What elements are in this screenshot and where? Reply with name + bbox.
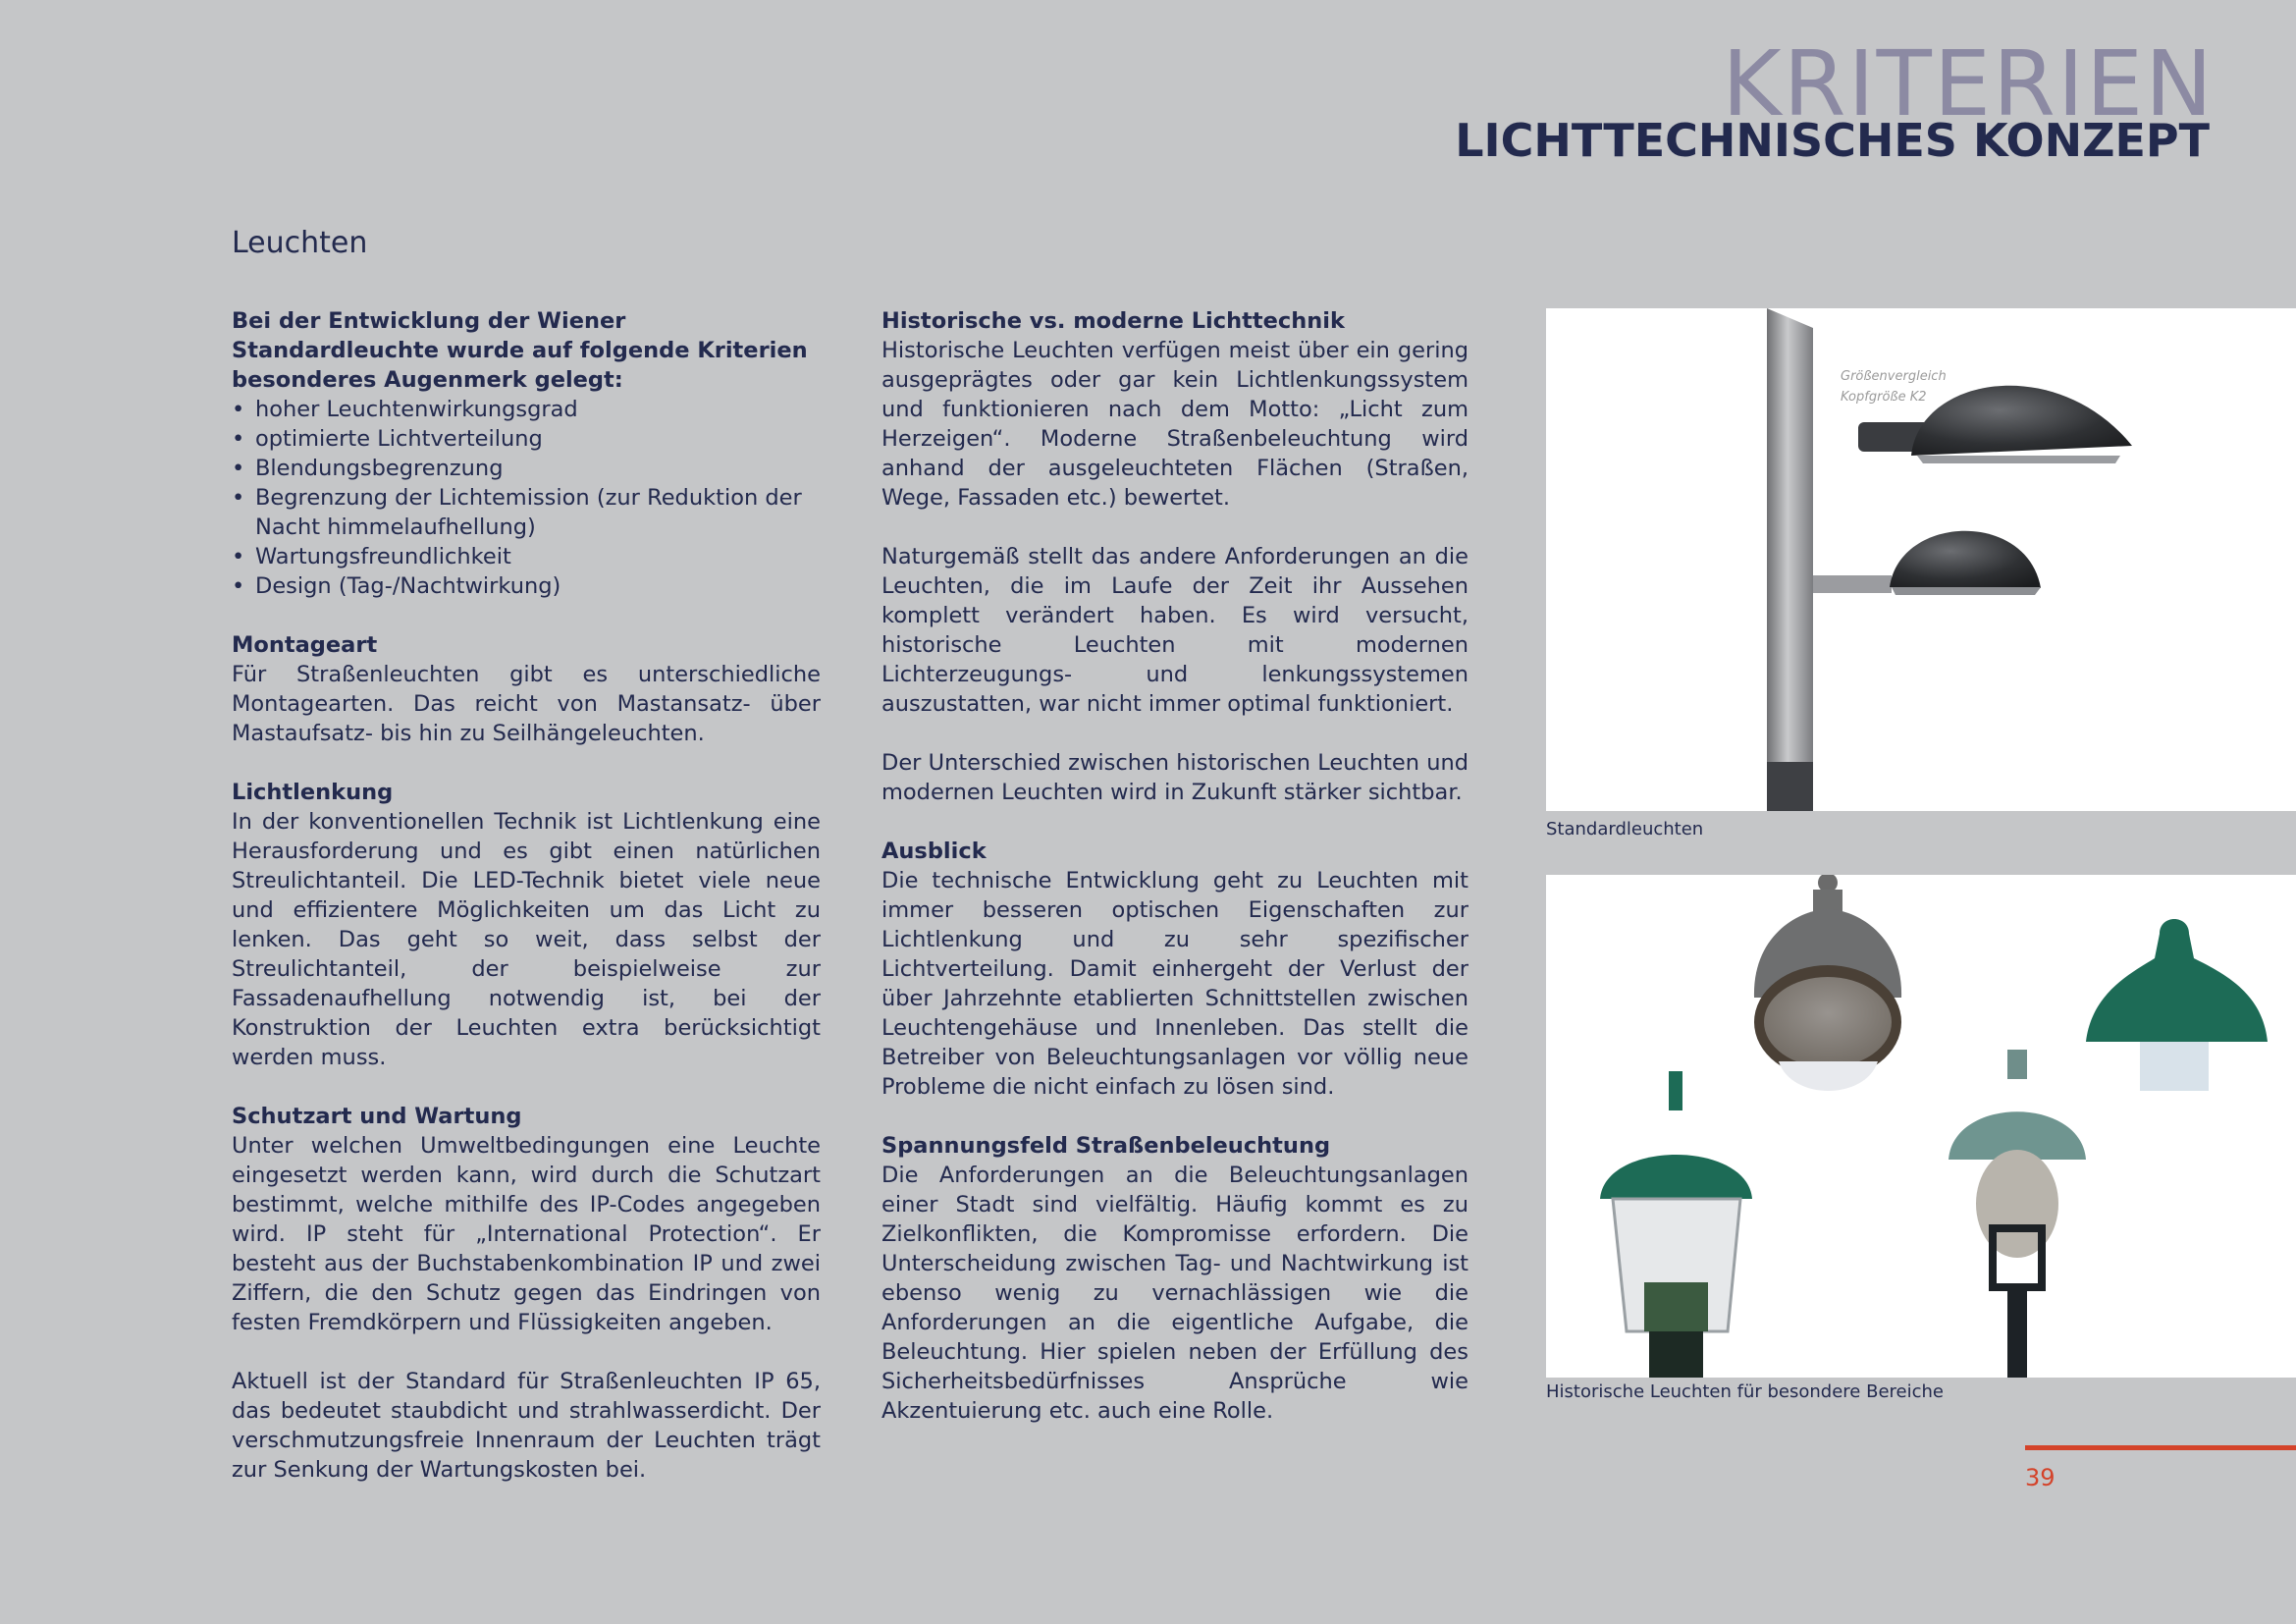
page-number: 39 xyxy=(2025,1464,2056,1491)
list-item: • hoher Leuchtenwirkungsgrad xyxy=(232,395,821,424)
ausblick-heading: Ausblick xyxy=(881,839,987,864)
text-column-left xyxy=(232,306,821,1514)
list-item: • Blendungsbegrenzung xyxy=(232,454,821,483)
header-title: LICHTTECHNISCHES KONZEPT xyxy=(1455,114,2210,167)
criteria-list xyxy=(232,395,821,601)
historisch-paragraph-2: Naturgemäß stellt das andere Anforderungen an die Leuchten, die im Laufe der Zeit ihr Aussehen komplett verändert haben. Es wird versucht, historische Leuchten mit modernen Lichterzeugungs- und lenkungssystemen auszustatten, war nicht immer optimal funktioniert. xyxy=(881,544,1468,717)
schutzart-paragraph: Unter welchen Umweltbedingungen eine Leuchte eingesetzt werden kann, wird durch die Schutzart bestimmt, welche mithilfe des IP-Codes angegeben wird. IP steht für „International Protection“. Er besteht aus der Buchstabenkombination IP und zwei Ziffern, die den Schutz gegen das Eindringen von festen Fremdkörpern und Flüssigkeiten angeben. xyxy=(232,1133,821,1335)
historisch-heading: Historische vs. moderne Lichttechnik xyxy=(881,308,1345,334)
accent-divider xyxy=(2025,1445,2296,1450)
section-title: Leuchten xyxy=(232,226,368,260)
lichtlenkung-heading: Lichtlenkung xyxy=(232,780,394,805)
figure1-caption: Standardleuchten xyxy=(1546,819,1704,839)
intro-heading: Bei der Entwicklung der Wiener Standardleuchte wurde auf folgende Kriterien besonderes Augenmerk gelegt: xyxy=(232,308,808,393)
historisch-paragraph: Historische Leuchten verfügen meist über ein gering ausgeprägtes oder gar kein Lichtlenkungssystem und funktionieren nach dem Motto: „Licht zum Herzeigen“. Moderne Straßenbeleuchtung wird anhand der ausgeleuchteten Flächen (Straßen, Wege, Fassaden etc.) bewertet. xyxy=(881,338,1468,511)
schutzart-heading: Schutzart und Wartung xyxy=(232,1104,522,1129)
figure1-annotation-1: Größenvergleich xyxy=(1841,369,1947,384)
spannungsfeld-paragraph: Die Anforderungen an die Beleuchtungsanlagen einer Stadt sind vielfältig. Häufig kommt es zu Zielkonflikten, die Kompromisse erfordern. Die Unterscheidung zwischen Tag- und Nachtwirkung ist ebenso wenig zu vernachlässigen wie die Anforderungen an die eigentliche Aufgabe, die Beleuchtung. Hier spielen neben der Erfüllung des Sicherheitsbedürfnisses Ansprüche wie Akzentuierung etc. auch eine Rolle. xyxy=(881,1163,1468,1424)
spannungsfeld-heading: Spannungsfeld Straßenbeleuchtung xyxy=(881,1133,1331,1159)
list-item: • Wartungsfreundlichkeit xyxy=(232,542,821,571)
header-kicker: KRITERIEN xyxy=(1722,31,2215,136)
montageart-paragraph: Für Straßenleuchten gibt es unterschiedliche Montagearten. Das reicht von Mastansatz- über Mastaufsatz- bis hin zu Seilhängeleuchten. xyxy=(232,662,821,746)
historic-luminaires-photo xyxy=(1546,875,2296,1378)
list-item: • Design (Tag-/Nachtwirkung) xyxy=(232,571,821,601)
text-column-middle xyxy=(881,306,1468,1455)
figure1-annotation-2: Kopfgröße K2 xyxy=(1841,390,1927,405)
schutzart-paragraph-2: Aktuell ist der Standard für Straßenleuchten IP 65, das bedeutet staubdicht und strahlwasserdicht. Der verschmutzungsfreie Innenraum der Leuchten trägt zur Senkung der Wartungskosten bei. xyxy=(232,1369,821,1483)
historic-luminaires-illustration xyxy=(1546,875,2296,1378)
standard-luminaires-photo xyxy=(1546,308,2296,811)
standard-luminaires-illustration xyxy=(1546,308,2296,811)
ausblick-paragraph: Die technische Entwicklung geht zu Leuchten mit immer besseren optischen Eigenschaften zur Lichtlenkung und zu sehr spezifischer Lichtverteilung. Damit einhergeht der Verlust der über Jahrzehnte etablierten Schnittstellen zwischen Leuchtengehäuse und Innenleben. Das stellt die Betreiber von Beleuchtungsanlagen vor völlig neue Probleme die nicht einfach zu lösen sind. xyxy=(881,868,1468,1100)
montageart-heading: Montageart xyxy=(232,632,378,658)
historisch-paragraph-3: Der Unterschied zwischen historischen Leuchten und modernen Leuchten wird in Zukunft stärker sichtbar. xyxy=(881,750,1468,805)
figure2-caption: Historische Leuchten für besondere Bereiche xyxy=(1546,1381,1944,1402)
list-item: • optimierte Lichtverteilung xyxy=(232,424,821,454)
lichtlenkung-paragraph: In der konventionellen Technik ist Lichtlenkung eine Herausforderung und es gibt einen natürlichen Streulichtanteil. Die LED-Technik bietet viele neue und effizientere Möglichkeiten um das Licht zu lenken. Das geht so weit, dass selbst der Streulichtanteil, der beispielweise zur Fassadenaufhellung notwendig ist, bei der Konstruktion der Leuchten extra berücksichtigt werden muss. xyxy=(232,809,821,1070)
list-item: • Begrenzung der Lichtemission (zur Reduktion der Nacht himmelaufhellung) xyxy=(232,483,821,542)
